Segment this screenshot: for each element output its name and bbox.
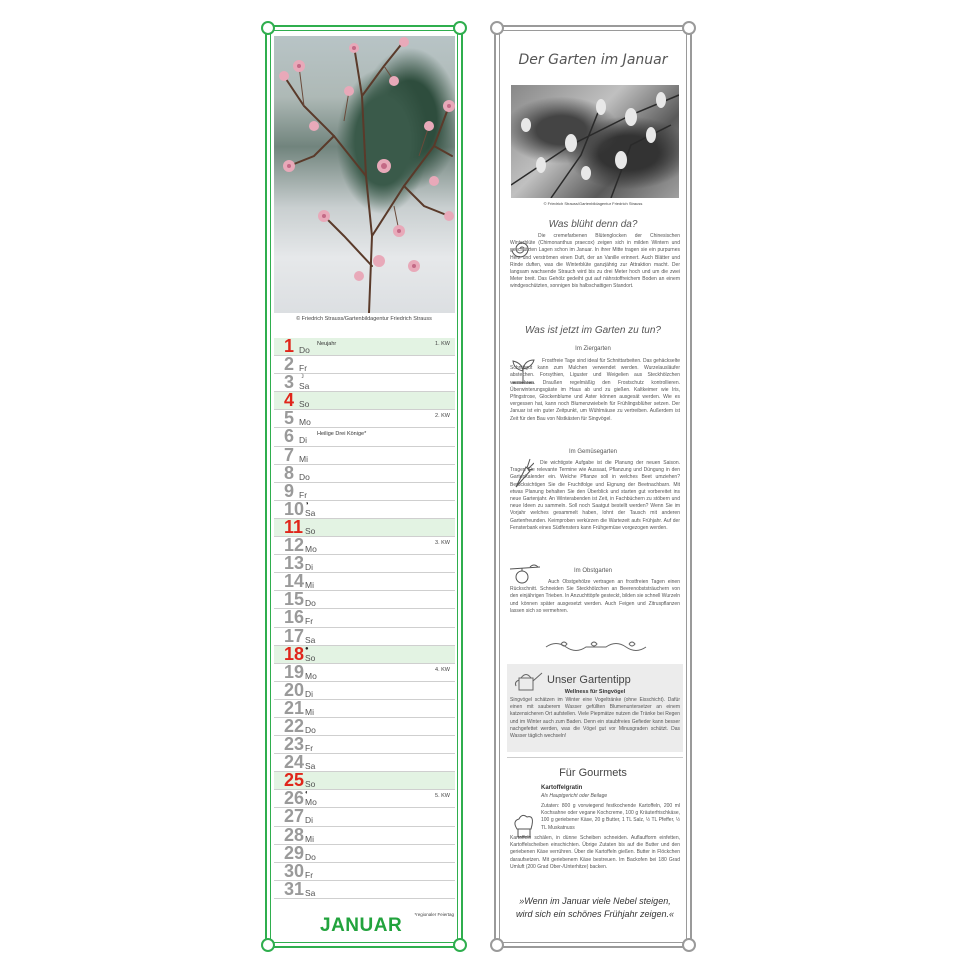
weekday-label: Do <box>299 345 310 355</box>
week-number: 5. KW <box>435 793 450 800</box>
day-row <box>274 878 455 899</box>
week-number: 4. KW <box>435 666 450 673</box>
weekday-label: Fr <box>299 363 308 374</box>
page-title: Der Garten im Januar <box>518 52 668 68</box>
recipe-ingredients: Zutaten: 800 g vorwiegend festkochende Kartoffeln, 200 ml Kochsahne oder vegane Kochcreme, 100 g Kräuterfrischkäse, 100 g geriebener Käse, 20 g Butter, 1 TL Salz, ½ TL Pfeffer, ½ TL Muskatnuss <box>541 803 680 831</box>
holiday-label: Heilige Drei Könige* <box>317 431 367 438</box>
day-number: 16 <box>284 607 305 628</box>
day-number: 19 <box>284 661 305 682</box>
frame-corner <box>261 938 275 952</box>
weekday-label: Mi <box>305 580 314 591</box>
weekday-label: Sa <box>305 634 316 645</box>
day-row <box>274 374 455 392</box>
day-row <box>274 444 455 465</box>
weekday-label: Mo <box>305 797 317 808</box>
weekday-label: Mi <box>305 833 314 844</box>
frame-corner <box>682 938 696 952</box>
day-number: 11 <box>284 516 304 537</box>
weekday-label: So <box>305 652 316 663</box>
day-list <box>274 338 455 899</box>
weekday-label: Di <box>305 562 314 573</box>
garden-tip-box <box>507 664 683 752</box>
garden-info-page <box>494 25 692 948</box>
day-number: 13 <box>284 553 305 574</box>
day-number: 22 <box>284 715 305 736</box>
frame-corner <box>490 938 504 952</box>
weekday-label: Fr <box>299 489 308 500</box>
day-number: 29 <box>284 842 305 863</box>
ziergarten-title: Im Ziergarten <box>575 346 611 352</box>
day-row <box>274 410 455 428</box>
weekday-label: Mo <box>305 544 317 555</box>
weekday-label: Do <box>305 598 316 609</box>
frame-corner <box>453 21 467 35</box>
week-number: 3. KW <box>435 540 450 547</box>
day-number: 5 <box>284 408 295 429</box>
day-number: 12 <box>284 535 305 556</box>
day-row <box>274 462 455 483</box>
weekday-label: So <box>299 399 310 410</box>
day-number: 17 <box>284 625 305 646</box>
day-number: 24 <box>284 752 305 773</box>
weekday-label: Do <box>299 471 310 482</box>
obst-text: Auch Obstgehölze vertragen an frostfreien Tagen einen Rückschnitt. Schneiden Sie Steckhölzchen an Beerenobststräuchern von den einjährigen Trieben. In Anzuchttöpfe gesteckt, bilden sie schnell Wurzeln und können später ausgesetzt werden. Auch Feigen und Zitruspflanzen lassen sich so vermehren. <box>510 579 681 614</box>
tip-text: Singvögel schätzen im Winter eine Vogeltränke (ohne Eisschicht). Dafür einen mit sauberem Wasser gefüllten Blumenuntersetzer an einem katzensicheren Ort aufstellen. Viele Piepmätze nutzen die Tränke bei Regen und im Winter auch zum Baden. Denn ein staubfreies Gefieder kann besser nachgefettet werden, was die Vögel gut vor Minusgraden schützt. Das Wasser täglich wechseln! <box>510 697 680 740</box>
weekday-label: Mo <box>305 670 317 681</box>
obst-title: Im Obstgarten <box>573 568 612 574</box>
recipe-note: Als Hauptgericht oder Beilage <box>541 793 608 799</box>
weekday-label: Fr <box>305 616 314 627</box>
holiday-footnote: *regionaler Feiertag <box>414 912 454 917</box>
weekday-label: Mo <box>299 417 311 428</box>
weekday-label: So <box>305 779 316 790</box>
weekday-label: Mi <box>305 706 314 717</box>
calendar-page <box>265 25 463 948</box>
photo-credit: © Friedrich Strauss/Gartenbildagentur Friedrich Strauss <box>296 316 432 322</box>
day-number: 31 <box>284 878 305 899</box>
winter-blossom-photo <box>274 36 455 313</box>
ziergarten-text: Frostfreie Tage sind ideal für Schnittarbeiten. Das gehäckselte Schnittgut kann zum Mulchen verwendet werden. Wurzelausläufer abstechen. Forsythien, Liguster und Weigelien aus Steckhölzchen vermehren. Draußen regelmäßig den Frostschutz kontrollieren. Überwinterungsgäste im Haus ab und zu gießen. Kaltkeimer wie Iris, Pfingstrose, Glockenblume und Aster können ausgesät werden. Wie es vergessen hat, kann noch Blumenzwiebeln für Frühlingsblüher setzen. Der Januar ist ein guter Zeitpunkt, um Wühlmäuse zu vertreiben. Außerdem ist Zeit für den Bau von Nistkästen für Singvögel. <box>510 358 680 422</box>
day-number: 28 <box>284 824 305 845</box>
day-number: 6 <box>284 426 295 447</box>
weekday-label: Sa <box>305 761 316 772</box>
day-number: 2 <box>284 354 295 375</box>
weather-saying: »Wenn im Januar viele Nebel steigen, wird sich ein schönes Frühjahr zeigen.« <box>515 896 675 919</box>
holiday-label: Neujahr <box>317 341 337 347</box>
divider <box>507 757 683 758</box>
day-number: 4 <box>284 390 295 411</box>
day-number: 30 <box>284 860 305 881</box>
day-row <box>274 392 455 410</box>
day-number: 25 <box>284 770 305 791</box>
weekday-label: Sa <box>305 507 316 518</box>
day-number: 18 <box>284 643 305 664</box>
bloom-heading: Was blüht denn da? <box>548 219 638 230</box>
day-row <box>274 338 455 356</box>
frame-corner <box>490 21 504 35</box>
week-number: 1. KW <box>435 341 450 347</box>
day-row <box>274 356 455 374</box>
tip-title: Unser Gartentipp <box>547 674 631 686</box>
day-number: 1 <box>284 336 295 356</box>
moon-phase-icon: ☽ <box>299 374 305 381</box>
gemuese-text: Die wichtigste Aufgabe ist die Planung der neuen Saison. Tragen Sie relevante Termine wie Aussaat, Pflanzung und Düngung in den Gartenkalender ein. Welche Pflanze soll in welches Beet umziehen? Berücksichtigen Sie die Fruchtfolge und Eignung der Beetnachbarn. Mit etwas Planung behalten Sie den Überblick und starten gut vorbereitet ins neue Gartenjahr. An Winterabenden ist Zeit, in Fachbüchern zu stöbern und neue Ideen zu sammeln. Soll noch Saatgut bestellt werden? Wenn Sie im Vorjahr welches gesammelt haben, lohnt der Tausch mit anderen Gartenfreunden. Keimproben verkürzen die Wartezeit aufs Frühjahr. Auf der Fensterbank eines Südfensters kann Frühgemüse vorgezogen werden. <box>510 460 680 531</box>
weekday-label: Di <box>305 688 314 699</box>
day-number: 8 <box>284 462 295 483</box>
recipe-instructions: Kartoffeln schälen, in dünne Scheiben schneiden. Auflaufform einfetten, Kartoffelscheiben einschichten. Übrige Zutaten bis auf die Butter und den geriebenen Käse verrühren. Über die Kartoffeln gießen. Butter in Flöckchen daraufsetzen. Mit geriebenem Käse bestreuen. Im Backofen bei 180 Grad Umluft (200 Grad Ober-/Unterhitze) backen. <box>510 835 680 870</box>
weekday-label: Sa <box>305 887 316 898</box>
todo-heading: Was ist jetzt im Garten zu tun? <box>525 325 661 336</box>
moon-phase-icon: ◐ <box>305 790 309 797</box>
day-number: 23 <box>284 734 305 755</box>
day-number: 9 <box>284 480 295 501</box>
day-number: 15 <box>284 589 305 610</box>
day-number: 20 <box>284 679 305 700</box>
tip-subtitle: Wellness für Singvögel <box>564 689 626 695</box>
gemuese-title: Im Gemüsegarten <box>568 449 618 455</box>
day-number: 27 <box>284 806 305 827</box>
weekday-label: Do <box>305 724 316 735</box>
weekday-label: Di <box>299 435 308 446</box>
moon-phase-icon: ● <box>305 645 309 652</box>
bloom-text: Die cremefarbenen Blütenglocken der Chinesischen Winterblüte (Chimonanthus praecox) zeigen sich in milden Wintern und geschützten Lagen schon im Januar. In ihrer Mitte tragen sie ein purpurnes Herz und verströmen einen Duft, der an Vanille erinnert. Auch Blätter und Rinde duften, was die Winterblüte ganzjährig zur Attraktion macht. Der langsam wachsende Strauch wird bis zu drei Meter hoch und um die zwei Meter breit. Das Gehölz gedeiht gut auf nährstoffreichem Boden an einem windgeschützten, sonnigen bis halbschattigen Standort. <box>510 233 680 290</box>
day-number: 7 <box>284 444 295 465</box>
day-number: 14 <box>284 571 305 592</box>
weekday-label: Di <box>305 815 314 826</box>
frame-corner <box>682 21 696 35</box>
week-number: 2. KW <box>435 413 450 420</box>
weekday-label: Do <box>305 851 316 862</box>
frame-corner <box>261 21 275 35</box>
weekday-label: Fr <box>305 743 314 754</box>
weekday-label: So <box>305 525 316 536</box>
day-number: 21 <box>284 697 305 718</box>
weekday-label: Mi <box>299 453 308 464</box>
month-name: JANUAR <box>320 915 403 936</box>
winter-blossom-bw-photo <box>511 85 679 198</box>
day-number: 26 <box>284 788 305 809</box>
moon-phase-icon: ◑ <box>305 500 309 507</box>
day-row <box>274 428 455 446</box>
day-number: 3 <box>284 372 295 393</box>
weekday-label: Sa <box>299 381 310 392</box>
recipe-name: Kartoffelgratin <box>541 785 583 791</box>
photo-credit: © Friedrich Strauss/Gartenbildagentur Friedrich Strauss <box>543 201 643 206</box>
weekday-label: Fr <box>305 869 314 880</box>
ornament-vine-icon <box>541 640 651 654</box>
day-number: 10 <box>284 498 305 519</box>
frame-corner <box>453 938 467 952</box>
gourmet-title: Für Gourmets <box>559 767 627 779</box>
